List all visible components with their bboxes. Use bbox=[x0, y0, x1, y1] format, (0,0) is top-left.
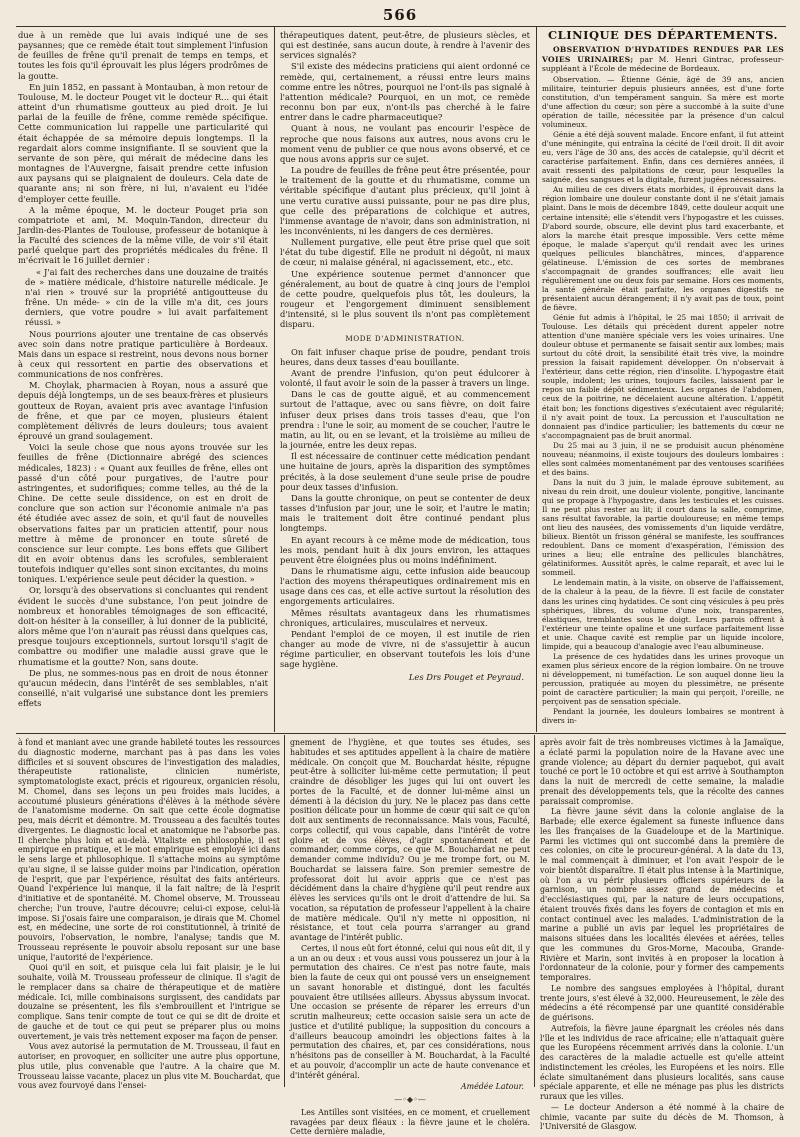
article-signature: Amédée Latour. bbox=[460, 1082, 524, 1092]
paragraph: La poudre de feuilles de frêne peut être présentée, pour le traitement de la goutte et du rhumatisme, comme un véritable spécifique d'autant plus précieux, qu'il joint à une vertu curative aussi puissante, pour ne pas dire plus, que celle des préparations de colchique et autres, l'immense avantage de n'avoir, dans son administration, ni les inconvénients, ni les dangers de ces dernières. bbox=[280, 165, 530, 236]
paragraph: Les Antilles sont visitées, en ce moment, et cruellement ravagées par deux fléaux : la fièvre jaune et le choléra. Cette dernière maladie, bbox=[290, 1107, 530, 1137]
paragraph: On fait infuser chaque prise de poudre, pendant trois heures, dans deux tasses d'eau bouillante. bbox=[280, 346, 530, 367]
paragraph: En juin 1852, en passant à Montauban, à mon retour de Toulouse, M. le docteur Pouget vit le docteur R... qui était atteint d'un rhumatisme goutteux au pied droit. Je lui parlai de la feuille de frêne, comme remède spécifique. Cette communication lui rappelle une particularité qui était échappée de sa mémoire depuis longtemps. Il la regardait alors comme insignifiante. Il se souvient que la servante de son père, qui mérait de médecine dans les montagnes de l'Auvergne, faisait prendre cette infusion aux paysans qui se plaignaient de douleurs. Cela date de quarante ans; ni son frère, ni lui, n'avaient eu l'idée d'employer cette feuille. bbox=[18, 81, 268, 204]
paragraph: Pendant l'emploi de ce moyen, il est inutile de rien changer au mode de vivre, ni de s'assujettir à aucun régime particulier, en observant toutefois les lois d'une sage hygiène. bbox=[280, 628, 530, 670]
paragraph: thérapeutiques datent, peut-être, de plusieurs siècles, et qui est destinée, sans aucun doute, à rendre à l'avenir des services signalés? bbox=[280, 30, 530, 61]
article-title bbox=[542, 45, 784, 74]
paragraph: due à un remède que lui avais indiqué une de ses paysannes; que ce remède était tout simplement l'infusion de feuilles de frêne qu'il prenait de temps en temps, et toutes les fois qu'il éprouvait les plus légers prodrômes de la goutte. bbox=[18, 30, 268, 81]
paragraph: Le lendemain matin, à la visite, on observe de l'affaissement, de la chaleur à la peau, de la fièvre. Il est facile de constater dans les urines cinq hydatides. Ce sont cinq vésicules à peu près sphériques, libres, du volume d'une noix, transparentes, élastiques, tremblantes sous le doigt. Leurs parois offrent à l'extérieur une teinte opaline et une surface parfaitement lisse et unie. Chaque cavité est remplie par un liquide incolore, limpide, qui a beaucoup d'analogie avec l'eau albumineuse. bbox=[542, 578, 784, 651]
paragraph: — Le docteur Anderson a été nommé à la chaire de chimie, vacante par suite du décès de M. Thomson, à l'Université de Glasgow. bbox=[540, 1102, 784, 1132]
paragraph: Mêmes résultats avantageux dans les rhumatismes chroniques, articulaires, musculaires et nerveux. bbox=[280, 607, 530, 628]
paragraph: Du 25 mai au 3 juin, il ne se produisit aucun phénomène nouveau; néanmoins, il existe toujours des douleurs lombaires : elles sont calmées momentanément par des ventouses scarifiées et des bains. bbox=[542, 440, 784, 477]
paragraph: De plus, ne sommes-nous pas en droit de nous étonner qu'aucun médecin, dans l'intérêt de ses semblables, n'ait conseillé, n'ait vulgarisé une substance dont les premiers effets bbox=[18, 667, 268, 709]
column-rule-1 bbox=[274, 27, 275, 732]
paragraph: Dans le rhumatisme aigu, cette infusion aide beaucoup l'action des moyens thérapeutiques ordinairement mis en usage dans ces cas, et elle active surtout la résolution des engorgements articulaires. bbox=[280, 565, 530, 607]
paragraph: A la même époque, M. le docteur Pouget pria son compatriote et ami, M. Moquin-Tandon, directeur du Jardin-des-Plantes de Toulouse, professeur de botanique à la Faculté des sciences de la même ville, de voir s'il était parlé quelque part des propriétés médicales du frêne. Il m'écrivait le 16 juillet dernier : bbox=[18, 204, 268, 266]
paragraph: Or, lorsqu'à des observations si concluantes qui rendent évident le succès d'une substance, l'on peut joindre de nombreux et honorables témoignages de son efficacité, doit-on hésiter à la conseiller, à lui donner de la publicité, alors même que l'on n'aurait pas réussi dans quelques cas, presque toujours exceptionnels, surtout lorsqu'il s'agit de combattre ou modifier une maladie aussi grave que le rhumatisme et la goutte? Non, sans doute. bbox=[18, 585, 268, 667]
paragraph: Génie fut admis à l'hôpital, le 25 mai 1850; il arrivait de Toulouse. Les détails qui précèdent durent appeler notre attention d'une manière spéciale vers les voies urinaires. Une douleur obtuse et permanente se faisait sentir aux lombes; mais surtout du côté droit, la sensibilité était très vive, la moindre pression la faisait rapidement développer. On n'observait à l'extérieur, dans cette région, rien d'insolite. L'hypogastre était souple, indolent; les urines, toujours faciles, laissaient par le repos un faible dépôt sédimenteux. Les organes de l'abdomen, ceux de la poitrine, ne décelaient aucune altération. L'appétit était bon; les fonctions digestives s'exécutaient avec régularité; il n'y avait point de toux. La percussion et l'auscultation ne donnaient pas d'indice particulier; les battements du cœur ne s'accompagnaient pas de bruit anormal. bbox=[542, 313, 784, 440]
paragraph: gnement de l'hygiène, et que toutes ses études, ses habitudes et ses aptitudes appellent à la chaire de matière médicale. On conçoit que M. Bouchardat hésite, répugne peut-être à solliciter lui-même cette permutation; il peut craindre de désobliger les juges qui lui ont ouvert les portes de la Faculté, et de donner lui-même ainsi un démenti à la décision du jury. Ne le placez pas dans cette position délicate pour un homme de cœur qui sait ce qu'on doit aux sentiments de reconnaissance. Mais vous, Faculté, corps collectif, qui vous capable, dans l'intérêt de votre gloire et de vos élèves, d'agir spontanément et de commander, comme corps, ce que M. Bouchardat ne peut demander comme individu? Ou je me trompe fort, ou M. Bouchardat se laissera faire. Son premier semestre de professorat doit lui avoir appris que ce n'est pas décidément dans la chaire d'hygiène qu'il peut rendre aux élèves les services qu'ils ont le droit d'attendre de lui. Sa vocation, sa réputation de professeur l'appellent à la chaire de matière médicale. Qu'il n'y mette ni opposition, ni résistance, et tout cela pourra s'arranger au grand avantage de l'intérêt public. bbox=[290, 738, 530, 942]
paragraph: Dans la nuit du 3 juin, le malade éprouve subitement, au niveau du rein droit, une douleur violente, pongitive, lancinante qui se propage à l'hypogastre, dans les testicules et les cuisses. Il ne peut plus rester au lit; il court dans la salle, comprime, sans résultat favorable, la partie douloureuse; en même temps ont lieu des nausées, des vomissements d'un liquide verdâtre, bilieux. Bientôt un frisson général se manifeste, les souffrances redoublent. Dans ce moment d'exaspération, l'émission des urines a lieu; elle entraîne des pellicules blanchâtres, gélatiniformes. Aussitôt après, le calme reparaît, et avec lui le sommeil. bbox=[542, 477, 784, 578]
paragraph: Vous avez autorisé la permutation de M. Trousseau, il faut en autoriser, en provoquer, en solliciter une autre plus opportune, plus utile, plus convenable que l'autre. A la chaire que M. Trousseau laisse vacante, placez un plus vite M. Bouchardat, que vous avez fourvoyé dans l'ensei- bbox=[18, 1042, 280, 1091]
bottom-column-3 bbox=[540, 738, 784, 1132]
paragraph: Nullement purgative, elle peut être prise quel que soit l'état du tube digestif. Elle ne produit ni dégoût, ni maux de cœur, ni malaise général, ni agacissement, etc., etc. bbox=[280, 237, 530, 268]
paragraph: Quoi qu'il en soit, et puisque cela lui fait plaisir, je le lui souhaite, voilà M. Trousseau professeur de clinique. Il s'agit de le remplacer dans sa chaire de thérapeutique et de matière médicale. Ici, mille combinaisons surgissent, des candidats par douzaine se présentent, les fils s'embrouillent et l'intrigue se complique. Sans tenir compte de tout ce qui se dit de droite et de gauche et de tout ce qui peut se préparer plus ou moins ouvertement, je vais très nettement exposer ma façon de penser. bbox=[18, 963, 280, 1041]
paragraph: Pendant la journée, les douleurs lombaires se montrent à divers in- bbox=[542, 707, 784, 726]
quotation: « J'ai fait des recherches dans une douzaine de traités de » matière médicale, d'histoire naturelle médicale. Je n'ai rien » trouvé sur la propriété antigoutteuse du frêne. Un méde- » cin de la ville m'a dit, ces jours derniers, que votre poudre » lui avait parfaitement réussi. » bbox=[25, 266, 268, 328]
top-column-3 bbox=[542, 30, 784, 730]
bottom-column-1 bbox=[18, 738, 280, 1091]
top-column-1 bbox=[18, 30, 268, 730]
paragraph: En ayant recours à ce même mode de médication, tous les mois, pendant huit à dix jours environ, les attaques peuvent être éloignées plus ou moins indéfiniment. bbox=[280, 534, 530, 565]
column-rule-3 bbox=[284, 735, 285, 1087]
paragraph: La fièvre jaune sévit dans la colonie anglaise de la Barbade; elle exerce également sa funeste influence dans les îles françaises de la Guadeloupe et de la Martinique. Parmi les victimes qui ont succombé dans la première de ces colonies, on cite le procureur-général. A la date du 13, le mal commençait à diminuer, et l'on avait l'espoir de le voir bientôt disparaître. Il était plus intense à la Martinique, où l'on a vu périr plusieurs officiers supérieurs de la garnison, un nombre assez grand de médecins et d'ecclésiastiques qui, par la nature de leurs occupations, étaient trouvés fixés dans les foyers de contagion et mis en contact continuel avec les malades. L'administration de la marine a publié un avis par lequel les propriétaires de maisons situées dans les localités élevées et aérées, telles que les communes du Gros-Morne, Macouba, Grande-Rivière et Marin, sont invités à en proposer la location à l'ordonnateur de la colonie, pour y former des campements temporaires. bbox=[540, 807, 784, 982]
paragraph: Nous pourrions ajouter une trentaine de cas observés avec soin dans notre pratique particulière à Bordeaux. Mais dans un espace si restreint, nous devons nous borner à ceux qui ressortent en partie des observations et communications de nos confrères. bbox=[18, 328, 268, 380]
page-number: 566 bbox=[382, 6, 418, 24]
paragraph: Autrefois, la fièvre jaune épargnait les créoles nés dans l'île et les individus de race africaine; elle n'attaquait guère que les Européens récemment arrivés dans la colonie. L'un des caractères de la maladie actuelle est qu'elle atteint indistinctement les créoles, les Européens et les noirs. Elle éclate simultanément dans plusieurs localités, sans cause spéciale apparente, et elle ne ménage pas plus les districts ruraux que les villes. bbox=[540, 1023, 784, 1101]
article-signature: Les Drs Pouget et Peyraud. bbox=[408, 671, 524, 682]
column-rule-2 bbox=[536, 27, 537, 732]
paragraph: Il est nécessaire de continuer cette médication pendant une huitaine de jours, après la disparition des symptômes précités, à la dose seulement d'une seule prise de poudre pour deux tasses d'infusion. bbox=[280, 451, 530, 492]
paragraph: Dans le cas de goutte aiguë, et au commencement surtout de l'attaque, avec ou sans fièvre, on doit faire infuser deux prises dans trois tasses d'eau, que l'on prendra : l'une le soir, au moment de se coucher, l'autre le matin, au lit, ou en se levant, et la troisième au milieu de la journée, entre les deux repas. bbox=[280, 389, 530, 451]
middle-rule bbox=[16, 733, 786, 734]
column-rule-4 bbox=[534, 735, 535, 1087]
paragraph: Quant à nous, ne voulant pas encourir l'espèce de reproche que nous faisons aux autres, nous avons cru le moment venu de publier ce que nous avons observé, et ce que nous avons appris sur ce sujet. bbox=[280, 123, 530, 164]
paragraph: Au milieu de ces divers états morbides, il éprouvait dans la région lombaire une douleur constante dont il ne s'était jamais plaint. Dans le mois de décembre 1849, cette douleur acquit une certaine intensité; elle s'étendit vers l'hypogastre et les cuisses. D'abord sourde, obscure, elle devint plus tard exacerbante, et alors la marche était presque impossible. Vers cette même époque, le malade s'aperçut qu'il rendait avec les urines quelques pellicules blanchâtres, minces, d'apparence gélatineuse. L'émission de ces sortes de membranes s'accompagnait de grandes souffrances; elle avait lieu régulièrement une ou deux fois par semaine. Hors ces moments, la santé générale était parfaite, les organes digestifs ne présentaient aucun dérangement; il n'y avait pas de toux, point de fièvre. bbox=[542, 185, 784, 312]
paragraph: Observation. — Étienne Génie, âgé de 39 ans, ancien militaire, teinturier depuis plusieurs années, est d'une forte constitution, d'un tempérament sanguin. Sa mère est morte d'une affection du cœur; son père a succombé à la suite d'une opération de taille, nécessitée par la présence d'un calcul volumineux. bbox=[542, 74, 784, 130]
paragraph: S'il existe des médecins praticiens qui aient ordonné ce remède, qui, certainement, a réussi entre leurs mains comme entre les nôtres, pourquoi ne l'ont-ils pas signalé à l'attention médicale? Pourquoi, en un mot, ce remède reconnu bon par eux, n'ont-ils pas cherché à le faire entrer dans le cadre pharmaceutique? bbox=[280, 61, 530, 123]
top-column-2 bbox=[280, 30, 530, 730]
paragraph: Voici la seule chose que nous ayons trouvée sur les feuilles de frêne (Dictionnaire abrégé des sciences médicales, 1823) : « Quant aux feuilles de frêne, elles ont passé d'un côté pour purgatives, de l'autre pour astringentes, et sudorifiques; comme telles, au thé de la Chine. De cette seule dissidence, on est en droit de conclure que son action sur l'économie animale n'a pas été étudiée avec assez de soin, et qu'il faut de nouvelles observations faites par un praticien attentif, pour nous mettre à même de prononcer en toute sûreté de conscience sur leur compte. Les bons effets que Gilibert dit en avoir obtenus dans les scrofules, sembleraient toutefois indiquer qu'elles sont sinon excitantes, du moins toniques. L'expérience seule peut décider la question. » bbox=[18, 442, 268, 585]
bottom-column-2 bbox=[290, 738, 530, 1137]
section-subheading: MODE D'ADMINISTRATION. bbox=[345, 333, 465, 343]
top-rule bbox=[16, 26, 786, 27]
paragraph: Une expérience soutenue permet d'annoncer que généralement, au bout de quatre à cinq jours de l'emploi de cette poudre, quelquefois plus tôt, les douleurs, la rougeur et l'engorgement diminuent sensiblement d'intensité, si le plus souvent ils n'ont pas complètement disparu. bbox=[280, 268, 530, 330]
paragraph: M. Choylak, pharmacien à Royan, nous a assuré que depuis déjà longtemps, un de ses beaux-frères et plusieurs goutteux de Royan, avaient pris avec avantage l'infusion de frêne, et que par ce moyen, plusieurs étaient complètement délivrés de leurs douleurs; tous avaient éprouvé un grand soulagement. bbox=[18, 380, 268, 442]
article-title-byline: par M. Henri Gintrac, professeur-suppléant à l'École de médecine de Bordeaux. bbox=[542, 54, 784, 74]
article-title-caps: OBSERVATION D'HYDATIDES RENDUES PAR LES VOIES URINAIRES; bbox=[542, 45, 784, 64]
paragraph: Dans la goutte chronique, on peut se contenter de deux tasses d'infusion par jour, une le soir, et l'autre le matin; mais le traitement doit être continué pendant plus longtemps. bbox=[280, 492, 530, 534]
paragraph: à fond et maniant avec une grande habileté toutes les ressources du diagnostic moderne, marchant pas à pas dans les voies difficiles et si souvent obscures de l'investigation des maladies, thérapeutiste rationaliste, clinicien numériste, symptomatologiste exact, précis et rigoureux, organicien résolu, M. Chomel, dans ses leçons un peu froides mais lucides, a accoutumé plusieurs générations d'élèves à la méthode sévère de l'anatomisme moderne. On sait que cette école dogmatise peu, mais décrit et démontre. M. Trousseau a des facultés toutes divergentes. Le diagnostic local et anatomique ne l'absorbe pas. Il cherche plus loin et au-delà. Vitaliste en philosophie, il est empirique en pratique, et le mot empirique est employé ici dans le sens large et philosophique. Il s'attache moins au symptôme qu'au signe, il se laisse guider moins par l'indication, opération de l'esprit, que par l'expérience, résultat des faits antérieurs. Quand l'expérience lui manque, il la fait naître; de là l'esprit d'initiative et de spontanéité. M. Chomel observe, M. Trousseau cherche; l'un trouve, l'autre découvre; celui-ci expose, celui-là impose. Si j'osais faire une comparaison, je dirais que M. Chomel est, en médecine, une sorte de roi constitutionnel, à trinité de pouvoirs, l'observation, le nombre, l'analyse; tandis que M. Trousseau représente le pouvoir absolu reposant sur une base unique, l'autorité de l'expérience. bbox=[18, 738, 280, 962]
paragraph: Avant de prendre l'infusion, qu'on peut édulcorer à volonté, il faut avoir le soin de la passer à travers un linge. bbox=[280, 368, 530, 389]
section-heading: CLINIQUE DES DÉPARTEMENTS. bbox=[548, 28, 778, 42]
paragraph: Certes, il nous eût fort étonné, celui qui nous eût dit, il y a un an ou deux : et vous aussi vous pousserez un jour à la permutation des chaires. Ce n'est pas notre faute, mais bien la faute de ceux qui ont poussé vers un enseignement un savant honorable et distingué, dont les facultés pouvaient être utilisées ailleurs. Abyssus abyssum invocat. Une occasion se présente de réparer les erreurs d'un scrutin malheureux; cette occasion saisie sera un acte de justice et d'utilité publique; la supposition du concours a d'ailleurs beaucoup amoindri les objections faites à la permutation des chaires, et, par ces considérations, nous n'hésitons pas de conseiller à M. Bouchardat, à la Faculté et au pouvoir, d'accomplir un acte de haute convenance et d'intérêt général. bbox=[290, 943, 530, 1080]
paragraph: La présence de ces hydatides dans les urines provoque un examen plus sérieux encore de la région lombaire. On ne trouve ni développement, ni tuméfaction. Le son auquel donne lieu la percussion, pratiquée au moyen du plessimètre, ne présente point de caractère particulier; la main qui perçoit, l'oreille, ne perçoivent pas de sensation spéciale. bbox=[542, 651, 784, 707]
paragraph: Génie a été déjà souvent malade. Encore enfant, il fut atteint d'une méningite, qui entraîna la cécité de l'œil droit. Il dit avoir eu, vers l'âge de 30 ans, des accès de catalepsie, qu'il décrit et caractérise parfaitement. Enfin, dans ces dernières années, il avait ressenti des palpitations de cœur, pour lesquelles la saignée, des sangsues et la digitale, furent jugées nécessaires. bbox=[542, 130, 784, 185]
section-divider: —◦◆◦— bbox=[394, 1095, 426, 1104]
paragraph: après avoir fait de très nombreuses victimes à la Jamaïque, a éclaté parmi la population noire de la Havane avec une grande violence; au départ du dernier paquebot, qui avait touché ce port le 10 octobre et qui est arrivé à Southampton dans la nuit de mercredi de cette semaine, la maladie prenait des développements tels, que la récolte des cannes paraissait compromise. bbox=[540, 738, 784, 806]
paragraph: Le nombre des sangsues employées à l'hôpital, durant trente jours, s'est élevé à 32,000. Heureusement, le zèle des médecins a été récompensé par une quantité considérable de guérisons. bbox=[540, 983, 784, 1022]
